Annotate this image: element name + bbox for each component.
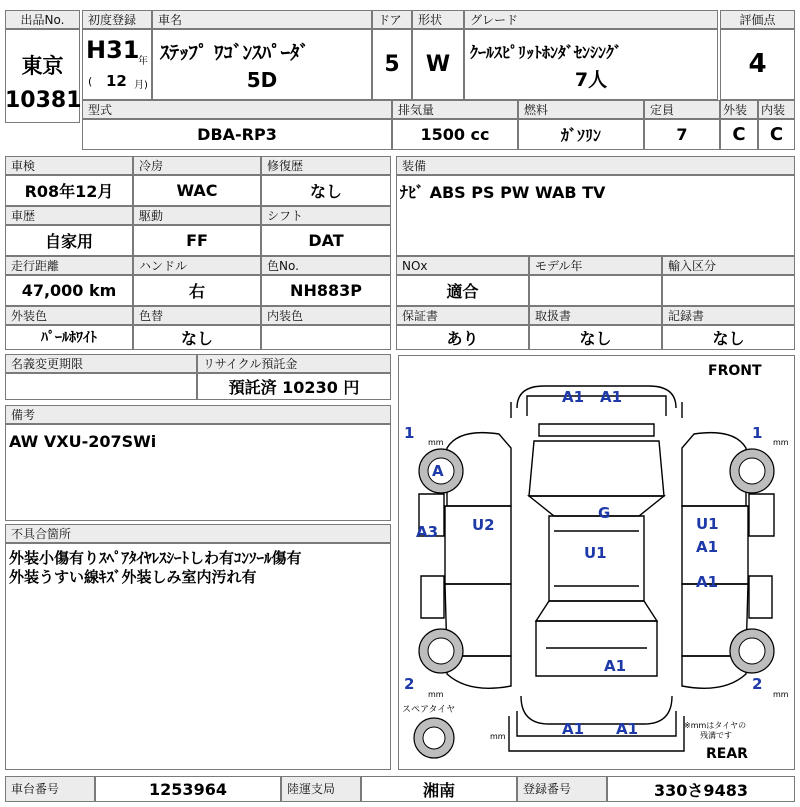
inspection-label: 車検 xyxy=(5,156,133,176)
repair: なし xyxy=(261,174,391,206)
month: 12 xyxy=(106,72,127,90)
lot-number: 10381 xyxy=(5,88,82,113)
equipment: ﾅﾋﾞ ABS PS PW WAB TV xyxy=(400,183,606,202)
model-year xyxy=(529,274,662,306)
drive: FF xyxy=(133,224,261,256)
car-name-line1: ｽﾃｯﾌﾟ ﾜｺﾞﾝｽﾊﾟｰﾀﾞ xyxy=(160,42,310,64)
steering-label: ハンドル xyxy=(133,256,261,276)
mark-roof-rear: U1 xyxy=(584,544,607,562)
defects-line2: 外装うすい線ｷｽﾞ外装しみ室内汚れ有 xyxy=(9,568,257,586)
exterior-grade: C xyxy=(720,118,758,150)
displacement: 1500 cc xyxy=(392,118,518,150)
mark-front-left-fender: A xyxy=(432,462,444,480)
history: 自家用 xyxy=(5,224,133,256)
color-no-label: 色No. xyxy=(261,256,391,276)
int-color-label: 内装色 xyxy=(261,306,391,326)
drive-label: 駆動 xyxy=(133,206,261,226)
notes: AW VXU-207SWi xyxy=(9,432,157,451)
mark-front-right-door-1: U1 xyxy=(696,515,719,533)
region: 東京 xyxy=(21,54,64,78)
ac: WAC xyxy=(133,174,261,206)
notes-label: 備考 xyxy=(5,405,391,425)
ac-label: 冷房 xyxy=(133,156,261,176)
era-year: H31 xyxy=(86,36,140,64)
car-name-line2: 5D xyxy=(246,68,278,92)
mm-fr: mm xyxy=(773,438,789,447)
mm-rr: mm xyxy=(773,690,789,699)
color-change: なし xyxy=(133,324,261,350)
defects-label: 不具合箇所 xyxy=(5,524,391,544)
rating-value: 4 xyxy=(720,28,795,100)
chassis: 1253964 xyxy=(95,776,281,802)
doors: 5 xyxy=(372,28,412,100)
mark-front-bumper-1: A1 xyxy=(562,388,585,406)
grade-line2: 7人 xyxy=(574,69,608,91)
office: 湘南 xyxy=(361,776,517,802)
mileage: 47,000 km xyxy=(5,274,133,306)
grade-line1: ｸｰﾙｽﾋﾟﾘｯﾄﾎﾝﾀﾞｾﾝｼﾝｸﾞ xyxy=(470,43,623,62)
color-no: NH883P xyxy=(261,274,391,306)
mark-front-bumper-2: A1 xyxy=(600,388,623,406)
tread-note-line1: ※mmはタイヤの xyxy=(684,721,747,730)
interior-grade: C xyxy=(758,118,795,150)
front-label: FRONT xyxy=(708,363,762,379)
rating-label: 評価点 xyxy=(720,10,795,30)
grade-label: グレード xyxy=(464,10,718,30)
reg-no-label: 登録番号 xyxy=(517,776,607,802)
mm-spare: mm xyxy=(490,732,506,741)
repair-label: 修復歴 xyxy=(261,156,391,176)
car-outline-drawing xyxy=(399,356,794,769)
mileage-label: 走行距離 xyxy=(5,256,133,276)
recycle-label: リサイクル預託金 xyxy=(197,354,391,374)
defects-line1: 外装小傷有りｽﾍﾟｱﾀｲﾔﾚｽｼｰﾄしわ有ｺﾝｿｰﾙ傷有 xyxy=(9,549,302,567)
shape: W xyxy=(412,28,464,100)
shift: DAT xyxy=(261,224,391,256)
manual: なし xyxy=(529,324,662,350)
interior-grade-label: 内装 xyxy=(758,100,795,120)
car-name-label: 車名 xyxy=(152,10,372,30)
model-code-label: 型式 xyxy=(82,100,392,120)
record: なし xyxy=(662,324,795,350)
month-open: ( xyxy=(88,75,93,88)
inspection: R08年12月 xyxy=(5,174,133,206)
rear-label: REAR xyxy=(706,746,748,762)
name-change-label: 名義変更期限 xyxy=(5,354,197,374)
nox-label: NOx xyxy=(396,256,529,276)
tread-fl: 1 xyxy=(404,424,415,442)
capacity: 7 xyxy=(644,118,720,150)
tread-fr: 1 xyxy=(752,424,763,442)
ext-color: ﾊﾟｰﾙﾎﾜｲﾄ xyxy=(5,324,133,350)
tread-rr: 2 xyxy=(752,675,763,693)
record-label: 記録書 xyxy=(662,306,795,326)
mark-rear-bumper-2: A1 xyxy=(616,720,639,738)
tread-rl: 2 xyxy=(404,675,415,693)
import-type xyxy=(662,274,795,306)
mark-rear-gate: A1 xyxy=(604,657,627,675)
office-label: 陸運支局 xyxy=(281,776,361,802)
exterior-grade-label: 外装 xyxy=(720,100,758,120)
nox: 適合 xyxy=(396,274,529,306)
color-change-label: 色替 xyxy=(133,306,261,326)
mark-roof: G xyxy=(598,504,611,522)
displacement-label: 排気量 xyxy=(392,100,518,120)
mark-rear-bumper-1: A1 xyxy=(562,720,585,738)
manual-label: 取扱書 xyxy=(529,306,662,326)
tread-note-line2: 残溝です xyxy=(700,731,732,740)
int-color xyxy=(261,324,391,350)
mark-rear-left-door: U2 xyxy=(472,516,495,534)
mm-rl: mm xyxy=(428,690,444,699)
first-reg-label: 初度登録 xyxy=(82,10,152,30)
mark-front-right-door-2: A1 xyxy=(696,538,719,556)
ext-color-label: 外装色 xyxy=(5,306,133,326)
warranty-label: 保証書 xyxy=(396,306,529,326)
month-suffix: 月) xyxy=(134,80,148,91)
chassis-label: 車台番号 xyxy=(5,776,95,802)
lot-label: 出品No. xyxy=(5,10,80,30)
model-year-label: モデル年 xyxy=(529,256,662,276)
reg-no: 330さ9483 xyxy=(607,776,795,802)
import-label: 輸入区分 xyxy=(662,256,795,276)
capacity-label: 定員 xyxy=(644,100,720,120)
history-label: 車歴 xyxy=(5,206,133,226)
mm-fl: mm xyxy=(428,438,444,447)
shift-label: シフト xyxy=(261,206,391,226)
recycle: 預託済 10230 円 xyxy=(197,372,391,400)
model-code: DBA-RP3 xyxy=(82,118,392,150)
year-suffix: 年 xyxy=(138,56,148,67)
mark-rear-right-door: A1 xyxy=(696,573,719,591)
spare-tire-label: スペアタイヤ xyxy=(402,705,456,715)
door-label: ドア xyxy=(372,10,412,30)
fuel-label: 燃料 xyxy=(518,100,644,120)
car-diagram xyxy=(398,355,795,770)
fuel: ｶﾞｿﾘﾝ xyxy=(518,118,644,150)
mark-front-left-door: A3 xyxy=(416,523,439,541)
steering: 右 xyxy=(133,274,261,306)
shape-label: 形状 xyxy=(412,10,464,30)
warranty: あり xyxy=(396,324,529,350)
equipment-label: 装備 xyxy=(396,156,795,176)
name-change xyxy=(5,372,197,400)
